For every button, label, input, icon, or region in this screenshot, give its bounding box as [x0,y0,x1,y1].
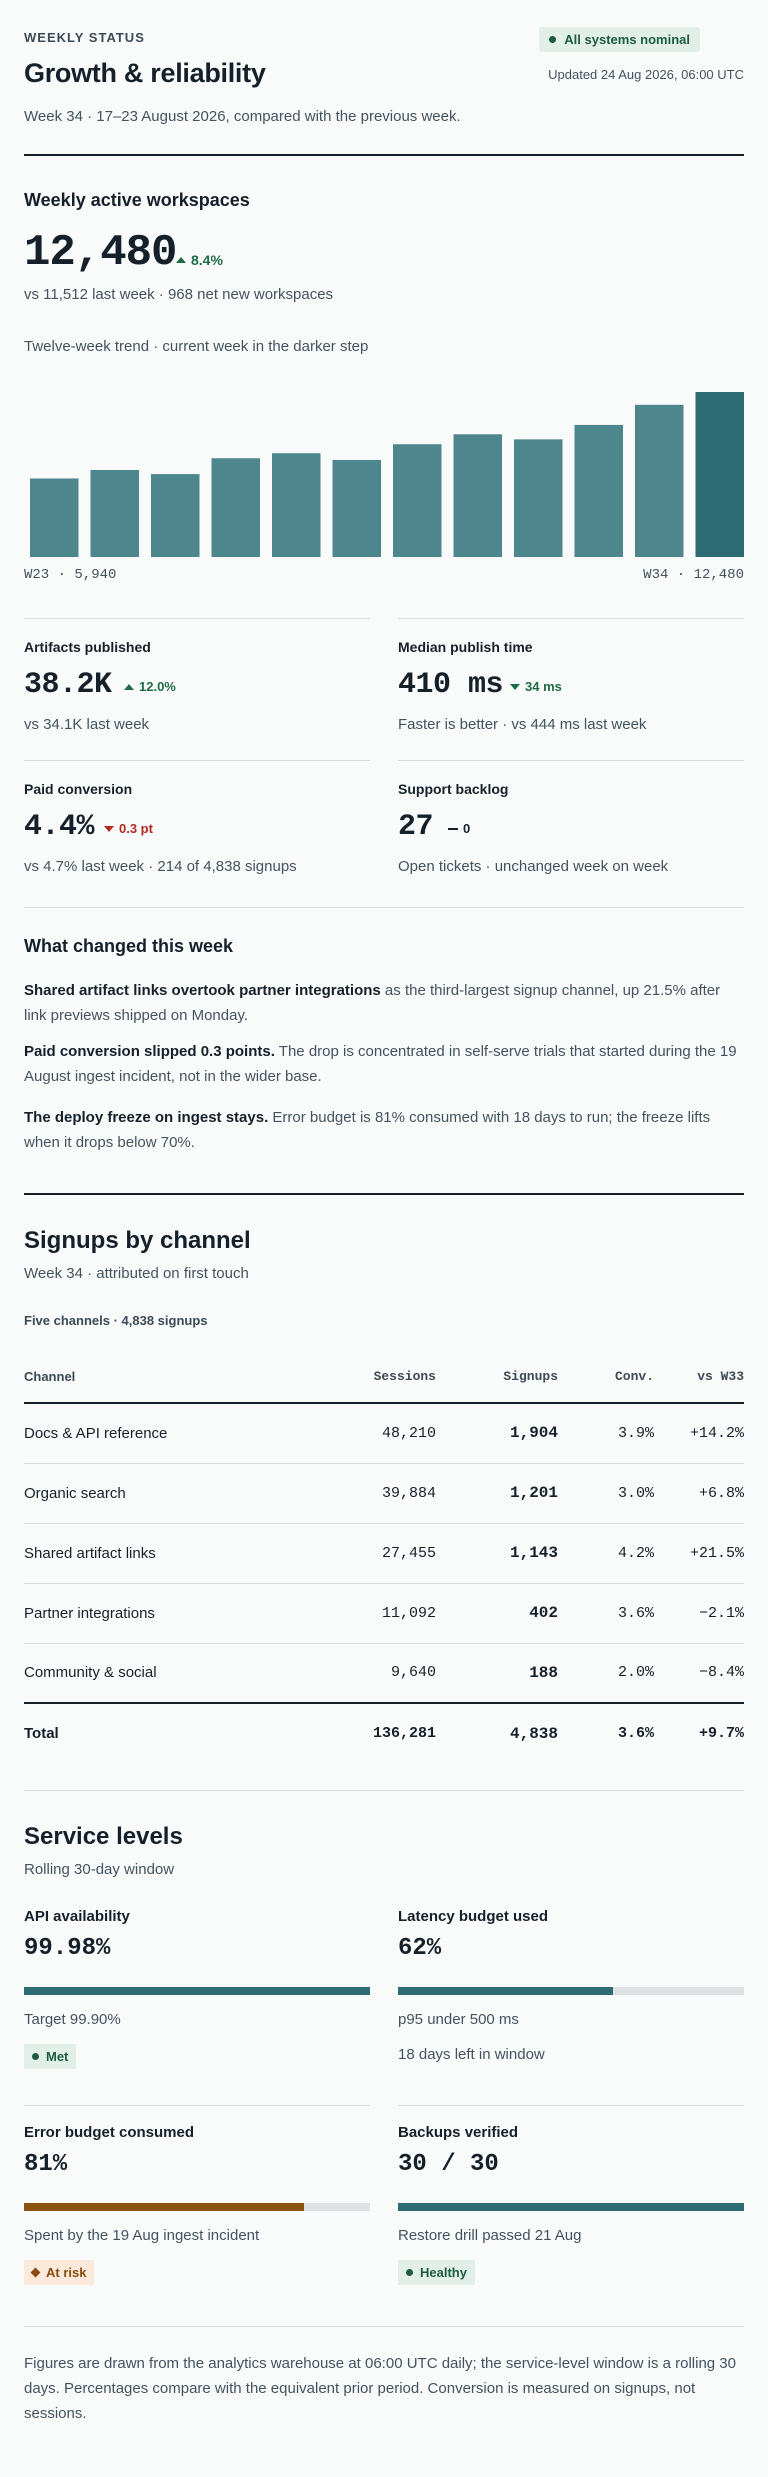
kpi-card-backlog [398,760,744,902]
sl-progress-fill [398,2203,744,2211]
status-dot-icon [406,2269,413,2276]
change-text: The drop is concentrated in self-serve trials that started during the 19 August ingest incident, not in the wider base. [24,1043,737,1085]
chart-range-start: W23 · 5,940 [24,567,117,583]
cell-sessions: 136,281 [314,1703,436,1763]
service-heading: Service levels [24,1823,183,1850]
badge-text: Met [46,2049,69,2064]
page-title: Growth & reliability [24,58,266,88]
kpi-delta [104,821,153,836]
chart-bar-w34 [696,392,745,557]
sl-progress-bar [398,1987,744,1995]
cell-vs: +6.8% [654,1463,744,1523]
kpi-delta-text: 34 ms [525,679,562,694]
table-row [24,1643,744,1703]
change-item [24,978,744,1028]
kpi-delta [124,679,176,694]
cell-sessions: 9,640 [314,1643,436,1703]
cell-conv: 4.2% [558,1523,654,1583]
cell-vs: +9.7% [654,1703,744,1763]
sl-note: p95 under 500 ms [398,2011,519,2028]
chart-bar-w25 [151,474,200,557]
kpi-value: 27 [398,810,434,844]
cell-conv: 3.9% [558,1403,654,1463]
status-badge [24,2260,94,2285]
table-row [24,1583,744,1643]
footer-note: Figures are drawn from the analytics warehouse at 06:00 UTC daily; the service-level window is a rolling 30 days. Percentages compare with the equivalent prior period. Conversion is measured on signups, not sessions. [24,2355,736,2422]
sl-progress-bar [398,2203,744,2211]
table-row [24,1403,744,1463]
kpi-label: Artifacts published [24,639,151,655]
cell-sessions: 39,884 [314,1463,436,1523]
sl-progress-fill [24,2203,304,2211]
cell-vs: +21.5% [654,1523,744,1583]
signups-section [24,1195,744,1791]
kpi-delta-text: 0 [463,821,471,836]
sl-note: Target 99.90% [24,2011,121,2028]
chart-bar-w33 [635,405,684,557]
col-signups: Signups [436,1351,558,1403]
sl-label: Backups verified [398,2124,519,2141]
sl-progress-bar [24,2203,370,2211]
waw-section [24,156,744,618]
change-item [24,1105,744,1155]
waw-value: 12,480 [24,228,177,278]
cell-signups: 1,143 [436,1523,558,1583]
cell-vs: +14.2% [654,1403,744,1463]
service-subtitle: Rolling 30-day window [24,1861,175,1878]
page-subtitle: Week 34 · 17–23 August 2026, compared with the previous week. [24,108,461,125]
flat-dash-icon [448,828,458,830]
kpi-delta-text: 12.0% [139,679,176,694]
sl-value: 99.98% [24,1935,111,1962]
kpi-note: Faster is better · vs 444 ms last week [398,716,647,733]
arrow-down-icon [510,684,520,690]
sl-label: API availability [24,1908,130,1925]
signups-subtitle: Week 34 · attributed on first touch [24,1265,249,1282]
chart-bar-w29 [393,444,442,557]
chart-bar-w30 [454,434,503,557]
change-item [24,1039,744,1089]
cell-channel: Organic search [24,1463,314,1523]
chart-bar-w31 [514,439,563,557]
status-badge [24,2044,76,2069]
sl-value: 62% [398,1935,442,1962]
kpi-card-artifacts [24,618,370,760]
change-lead: Shared artifact links overtook partner integrations [24,982,381,999]
change-text: as the third-largest signup channel, up 21.5% after link previews shipped on Monday. [24,982,721,1024]
cell-signups: 402 [436,1583,558,1643]
cell-conv: 3.6% [558,1583,654,1643]
sl-note: Spent by the 19 Aug ingest incident [24,2227,260,2244]
signups-table [24,1351,744,1763]
kpi-delta-text: 0.3 pt [119,821,153,836]
table-total-row [24,1703,744,1763]
waw-heading: Weekly active workspaces [24,190,250,210]
chart-bar-w23 [30,478,79,557]
arrow-up-icon [176,257,186,263]
cell-signups: 188 [436,1643,558,1703]
kpi-delta [448,821,470,836]
badge-text: At risk [46,2265,87,2280]
sl-label: Error budget consumed [24,2124,195,2141]
kpi-card-conversion [24,760,370,902]
kpi-note: vs 34.1K last week [24,716,150,733]
change-lead: Paid conversion slipped 0.3 points. [24,1043,275,1060]
col-conv: Conv. [558,1351,654,1403]
status-text: All systems nominal [564,32,690,47]
kpi-value: 38.2K [24,668,112,702]
kpi-grid [24,618,744,908]
table-row [24,1463,744,1523]
kpi-value: 410 ms [398,668,504,702]
cell-signups: 1,201 [436,1463,558,1523]
change-lead: The deploy freeze on ingest stays. [24,1109,269,1126]
kpi-label: Median publish time [398,639,533,655]
table-header-row [24,1351,744,1403]
table-row [24,1523,744,1583]
cell-vs: −8.4% [654,1643,744,1703]
eyebrow: WEEKLY STATUS [24,30,145,45]
col-sessions: Sessions [314,1351,436,1403]
cell-channel: Partner integrations [24,1583,314,1643]
arrow-up-icon [124,684,134,690]
cell-conv: 3.6% [558,1703,654,1763]
sl-progress-fill [398,1987,613,1995]
waw-delta-text: 8.4% [191,252,223,268]
kpi-value: 4.4% [24,810,95,844]
waw-trend-chart [24,377,744,557]
chart-bar-w27 [272,453,321,557]
waw-delta [176,252,223,268]
cell-channel: Community & social [24,1643,314,1703]
sl-progress-fill [24,1987,370,1995]
what-changed-section [24,908,744,1195]
badge-text: Healthy [420,2265,467,2280]
warning-diamond-icon [31,2268,41,2278]
cell-channel: Shared artifact links [24,1523,314,1583]
chart-bar-w24 [91,470,140,557]
chart-bar-w26 [212,458,261,557]
waw-comparison: vs 11,512 last week · 968 net new workspaces [24,286,334,303]
what-changed-heading: What changed this week [24,936,234,956]
col-vs-w33: vs W33 [654,1351,744,1403]
chart-range-end: W34 · 12,480 [643,567,744,583]
kpi-card-publish-time [398,618,744,760]
cell-signups: 1,904 [436,1403,558,1463]
cell-channel: Docs & API reference [24,1403,314,1463]
kpi-label: Support backlog [398,781,509,797]
sl-value: 30 / 30 [398,2151,499,2178]
cell-sessions: 11,092 [314,1583,436,1643]
service-levels-section [24,1791,744,2327]
table-caption: Five channels · 4,838 signups [24,1313,208,1328]
chart-bar-w28 [333,460,382,557]
sl-note: Restore drill passed 21 Aug [398,2227,582,2244]
footer [24,2327,744,2477]
cell-sessions: 48,210 [314,1403,436,1463]
kpi-note: vs 4.7% last week · 214 of 4,838 signups [24,858,297,875]
report-header [24,0,744,156]
signups-heading: Signups by channel [24,1227,251,1254]
cell-vs: −2.1% [654,1583,744,1643]
trend-note: Twelve-week trend · current week in the darker step [24,338,369,355]
cell-signups: 4,838 [436,1703,558,1763]
status-dot-icon [32,2053,39,2060]
cell-sessions: 27,455 [314,1523,436,1583]
arrow-down-icon [104,826,114,832]
chart-bar-w32 [575,425,624,557]
kpi-note: Open tickets · unchanged week on week [398,858,669,875]
status-badge [398,2260,475,2285]
col-channel: Channel [24,1351,314,1403]
cell-channel: Total [24,1703,314,1763]
status-dot-icon [549,36,556,43]
sl-note: 18 days left in window [398,2046,545,2063]
sl-value: 81% [24,2151,68,2178]
change-text: Error budget is 81% consumed with 18 days to run; the freeze lifts when it drops below 70%. [24,1109,711,1151]
sl-progress-bar [24,1987,370,1995]
cell-conv: 2.0% [558,1643,654,1703]
sl-label: Latency budget used [398,1908,549,1925]
status-badge [539,27,700,52]
cell-conv: 3.0% [558,1463,654,1523]
divider [398,2105,744,2106]
divider [24,2105,370,2106]
kpi-delta [510,679,562,694]
updated-timestamp: Updated 24 Aug 2026, 06:00 UTC [548,67,744,82]
kpi-label: Paid conversion [24,781,133,797]
